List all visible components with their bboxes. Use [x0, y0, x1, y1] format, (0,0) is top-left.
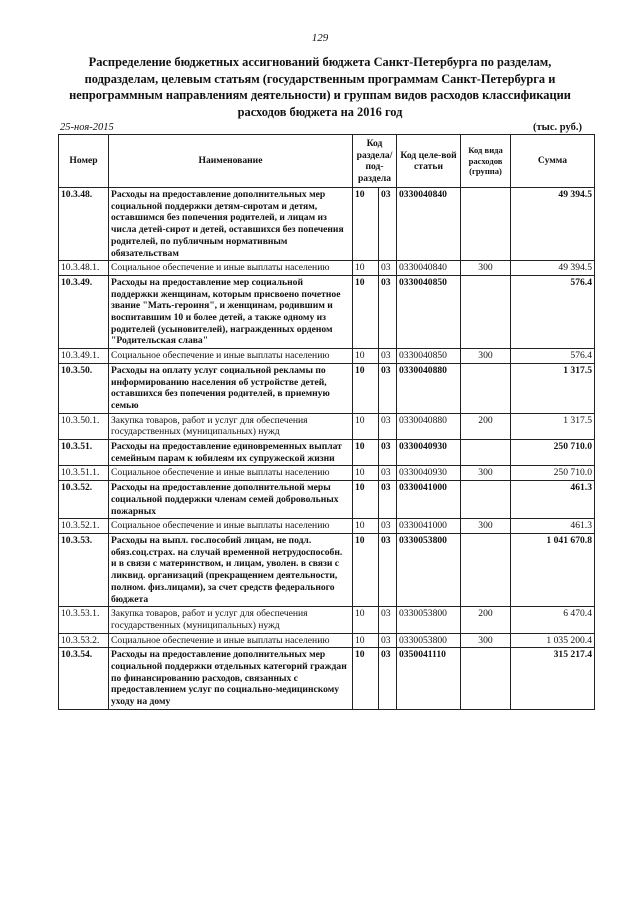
row-section-code: 10	[353, 363, 379, 413]
row-name: Социальное обеспечение и иные выплаты населению	[109, 519, 353, 534]
row-subsection-code: 03	[379, 633, 397, 648]
row-number: 10.3.49.	[59, 275, 109, 348]
row-amount: 461.3	[511, 481, 595, 519]
row-target-code: 0330040850	[397, 275, 461, 348]
currency-unit: (тыс. руб.)	[533, 122, 582, 133]
row-amount: 250 710.0	[511, 440, 595, 466]
row-number: 10.3.48.1.	[59, 261, 109, 276]
row-section-code: 10	[353, 533, 379, 606]
row-name: Социальное обеспечение и иные выплаты населению	[109, 466, 353, 481]
row-subsection-code: 03	[379, 363, 397, 413]
row-section-code: 10	[353, 466, 379, 481]
row-number: 10.3.50.	[59, 363, 109, 413]
table-row	[59, 481, 595, 519]
table-row	[59, 349, 595, 364]
row-amount: 1 317.5	[511, 413, 595, 439]
row-amount: 49 394.5	[511, 261, 595, 276]
row-number: 10.3.50.1.	[59, 413, 109, 439]
row-expense-type-code	[461, 440, 511, 466]
row-target-code: 0330040840	[397, 261, 461, 276]
row-name: Социальное обеспечение и иные выплаты населению	[109, 633, 353, 648]
row-name: Расходы на предоставление мер социальной поддержки женщинам, которым присвоено почетное звание "Мать-героиня", и женщинам, родившим и воспитавшим 10 и более детей, а также одному из родителей (усыновителей), награжденных орденом "Родительская слава"	[109, 275, 353, 348]
row-name: Социальное обеспечение и иные выплаты населению	[109, 261, 353, 276]
budget-table	[58, 134, 595, 710]
row-number: 10.3.54.	[59, 648, 109, 710]
row-subsection-code: 03	[379, 413, 397, 439]
row-amount: 250 710.0	[511, 466, 595, 481]
row-subsection-code: 03	[379, 349, 397, 364]
row-name: Расходы на выпл. гос.пособий лицам, не подл. обяз.соц.страх. на случай временной нетрудоспособн. и в связи с материнством, и лицам, уволен. в связи с ликвид. организаций (прекращением деятельности, полном. физ.лицами), за счет средств федерального бюджета	[109, 533, 353, 606]
row-subsection-code: 03	[379, 519, 397, 534]
table-row	[59, 188, 595, 261]
table-row	[59, 607, 595, 633]
row-number: 10.3.49.1.	[59, 349, 109, 364]
table-row	[59, 466, 595, 481]
row-target-code: 0330053800	[397, 533, 461, 606]
header-sum: Сумма	[511, 135, 595, 188]
row-name: Закупка товаров, работ и услуг для обеспечения государственных (муниципальных) нужд	[109, 607, 353, 633]
row-target-code: 0330053800	[397, 607, 461, 633]
row-number: 10.3.53.1.	[59, 607, 109, 633]
row-section-code: 10	[353, 188, 379, 261]
row-subsection-code: 03	[379, 466, 397, 481]
row-target-code: 0330040930	[397, 466, 461, 481]
row-section-code: 10	[353, 481, 379, 519]
header-name: Наименование	[109, 135, 353, 188]
row-section-code: 10	[353, 607, 379, 633]
row-name: Расходы на предоставление дополнительных мер социальной поддержки отдельных категорий граждан по финансированию расходов, связанных с предоставлением услуг по социально-медицинскому уходу на дому	[109, 648, 353, 710]
row-subsection-code: 03	[379, 607, 397, 633]
row-section-code: 10	[353, 413, 379, 439]
header-section: Код раздела/ под-раздела	[353, 135, 397, 188]
row-expense-type-code	[461, 363, 511, 413]
row-subsection-code: 03	[379, 275, 397, 348]
row-subsection-code: 03	[379, 440, 397, 466]
row-name: Расходы на предоставление единовременных выплат семейным парам к юбилеям их супружеской жизни	[109, 440, 353, 466]
row-expense-type-code: 200	[461, 413, 511, 439]
row-name: Расходы на оплату услуг социальной рекламы по информированию населения об устройстве детей, оставшихся без попечения родителей, в приемную семью	[109, 363, 353, 413]
row-subsection-code: 03	[379, 533, 397, 606]
row-subsection-code: 03	[379, 648, 397, 710]
row-subsection-code: 03	[379, 481, 397, 519]
page-number: 129	[311, 32, 329, 44]
table-row	[59, 413, 595, 439]
row-amount: 49 394.5	[511, 188, 595, 261]
row-expense-type-code	[461, 481, 511, 519]
document-date: 25-ноя-2015	[60, 122, 114, 133]
table-row	[59, 440, 595, 466]
row-target-code: 0350041110	[397, 648, 461, 710]
row-amount: 576.4	[511, 275, 595, 348]
table-row	[59, 633, 595, 648]
row-name: Расходы на предоставление дополнительной меры социальной поддержки членам семей добровольных пожарных	[109, 481, 353, 519]
row-amount: 315 217.4	[511, 648, 595, 710]
row-name: Закупка товаров, работ и услуг для обеспечения государственных (муниципальных) нужд	[109, 413, 353, 439]
row-number: 10.3.53.	[59, 533, 109, 606]
row-expense-type-code: 200	[461, 607, 511, 633]
header-number: Номер	[59, 135, 109, 188]
row-expense-type-code: 300	[461, 349, 511, 364]
row-amount: 6 470.4	[511, 607, 595, 633]
row-expense-type-code: 300	[461, 633, 511, 648]
row-section-code: 10	[353, 349, 379, 364]
table-row	[59, 648, 595, 710]
table-row	[59, 533, 595, 606]
header-target: Код целе-вой статьи	[397, 135, 461, 188]
row-subsection-code: 03	[379, 261, 397, 276]
row-target-code: 0330040880	[397, 363, 461, 413]
row-expense-type-code: 300	[461, 519, 511, 534]
row-expense-type-code	[461, 275, 511, 348]
row-number: 10.3.48.	[59, 188, 109, 261]
table-row	[59, 519, 595, 534]
row-target-code: 0330041000	[397, 481, 461, 519]
row-expense-type-code: 300	[461, 466, 511, 481]
row-section-code: 10	[353, 519, 379, 534]
row-number: 10.3.52.	[59, 481, 109, 519]
row-amount: 461.3	[511, 519, 595, 534]
row-expense-type-code: 300	[461, 261, 511, 276]
header-type: Код вида расходов (группа)	[461, 135, 511, 188]
row-number: 10.3.51.1.	[59, 466, 109, 481]
row-amount: 1 035 200.4	[511, 633, 595, 648]
row-target-code: 0330040840	[397, 188, 461, 261]
row-number: 10.3.51.	[59, 440, 109, 466]
table-row	[59, 275, 595, 348]
row-target-code: 0330040850	[397, 349, 461, 364]
row-section-code: 10	[353, 633, 379, 648]
document-title: Распределение бюджетных ассигнований бюджета Санкт-Петербурга по разделам, подразделам, целевым статьям (государственным программам Санкт-Петербурга и непрограммным направлениям деятельности) и группам видов расходов классификации расходов бюджета на 2016 год	[69, 55, 571, 119]
row-amount: 1 041 670.8	[511, 533, 595, 606]
row-expense-type-code	[461, 188, 511, 261]
table-row	[59, 261, 595, 276]
row-name: Социальное обеспечение и иные выплаты населению	[109, 349, 353, 364]
row-expense-type-code	[461, 533, 511, 606]
table-row	[59, 363, 595, 413]
row-section-code: 10	[353, 261, 379, 276]
row-section-code: 10	[353, 275, 379, 348]
row-name: Расходы на предоставление дополнительных мер социальной поддержки детям-сиротам и детям, оставшимся без попечения родителей, и лицам из числа детей-сирот и детей, оставшихся без попечения родителей, по публичным нормативным обязательствам	[109, 188, 353, 261]
row-expense-type-code	[461, 648, 511, 710]
row-number: 10.3.52.1.	[59, 519, 109, 534]
table-header-row	[59, 135, 595, 188]
row-target-code: 0330041000	[397, 519, 461, 534]
row-section-code: 10	[353, 648, 379, 710]
row-subsection-code: 03	[379, 188, 397, 261]
row-target-code: 0330053800	[397, 633, 461, 648]
row-amount: 1 317.5	[511, 363, 595, 413]
row-target-code: 0330040930	[397, 440, 461, 466]
row-number: 10.3.53.2.	[59, 633, 109, 648]
row-section-code: 10	[353, 440, 379, 466]
row-amount: 576.4	[511, 349, 595, 364]
row-target-code: 0330040880	[397, 413, 461, 439]
